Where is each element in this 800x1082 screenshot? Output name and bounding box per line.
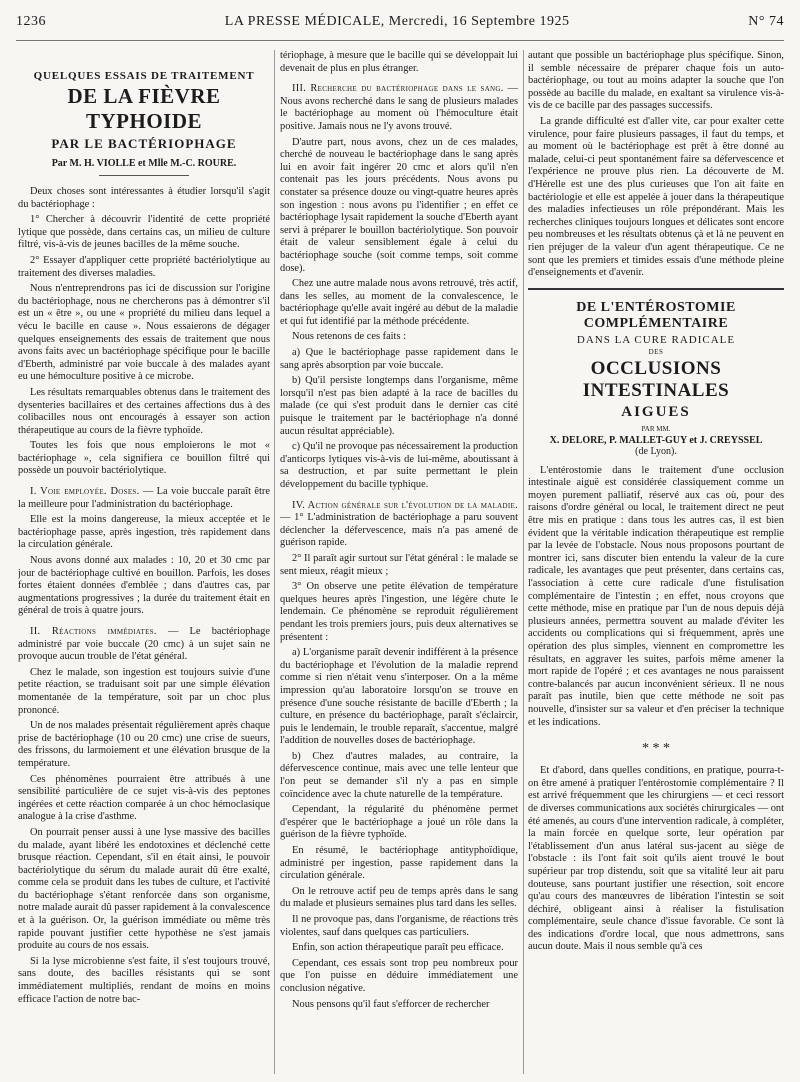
paragraph: 2° Essayer d'appliquer cette propriété bactériolytique au traitement des diverses maladies. xyxy=(18,254,270,279)
paragraph: Et d'abord, dans quelles conditions, en pratique, pourra-t-on être amené à pratiquer l'entérostomie complémentaire ? Il est arrivé fréquemment que les chirurgiens — et ceci ressort de diverses communications aux sociétés chirurgicales — ont été amenés, au cours d'une intervention radicale, à compléter, la main forcée en quelque sorte, leur opération par l'établissement d'un anus latéral sus-jacent au siège de l'obstacle : ils l'ont fait soit qu'ils aient trouvé le bout supérieur par trop distendu, soit que sa vitalité leur ait paru douteuse, sans pourtant justifier une résection, soit encore qu'au cours des manœuvres de libération l'intestin se soit déchiré, obligeant ainsi à réaliser la fistulisation complémentaire, seule chance d'issue favorable. Ce sont là des indications d'ordre local, que nous admettrons, sans aucun doute. Mais il nous semble qu'à ces xyxy=(528,765,784,953)
paragraph: Elle est la moins dangereuse, la mieux acceptée et le bactériophage passe, après ingestion, très rapidement dans la circulation générale. xyxy=(18,514,270,551)
paragraph: a) L'organisme paraît devenir indifférent à la présence du bactériophage et l'évolution de la maladie reprend comme si rien n'était venu s'interposer. On a la même impression qu'au laboratoire lorsqu'on se trouve en présence d'une souche résistante de bacille d'Eberth ; la culture, en présence du bactériophage, paraît s'éclaircir, puis le lendemain, le trouble reparaît, s'accentue, malgré l'addition de nouvelles doses de bactériophage. xyxy=(280,647,518,747)
article1-title-line1: QUELQUES ESSAIS DE TRAITEMENT xyxy=(33,70,255,82)
paragraph: b) Chez d'autres malades, au contraire, la défervescence continue, mais avec une telle lenteur que l'on peut se demander s'il n'y a pas en simple coïncidence avec la chute naturelle de la température. xyxy=(280,750,518,800)
section-4 xyxy=(280,500,518,550)
paragraph: On pourrait penser aussi à une lyse massive des bacilles du malade, ayant libéré les endotoxines et déclenché cette brusque réaction. Cependant, s'il en était ainsi, le pouvoir bactériolytique du sérum du malade aurait dû être exalté, comme cela se produit dans les tubes de culture, et l'activité du bactériophage s'étant renforcée dans son organisme, notre malade aurait dû passer rapidement à la convalescence et à la guérison. Or, la guérison immédiate ou même très rapide pouvant justifier cette hypothèse ne s'est jamais produite au cours de nos essais. xyxy=(18,826,270,952)
section-text: — Nous avons recherché dans le sang de plusieurs malades le bactériophage au moment où l'hémoculture était positive. Jamais nous ne l'y avons trouvé. xyxy=(280,83,518,132)
section-2 xyxy=(18,626,270,664)
paragraph: b) Qu'il persiste longtemps dans l'organisme, même lorsqu'il n'est pas bien adapté à la race de bacilles du malade (ce qui s'est produit dans le dernier cas cité puisque le traitement par le bactériophage n'a donné aucun résultat appréciable). xyxy=(280,375,518,437)
paragraph: Nous retenons de ces faits : xyxy=(292,331,406,343)
paragraph: Chez le malade, son ingestion est toujours suivie d'une petite réaction, se traduisant soit par une simple élévation momentanée de la température, soit par un choc plus prononcé. xyxy=(18,666,270,716)
title-rule xyxy=(99,175,189,176)
paragraph: tériophage, à mesure que le bacille qui se développait lui devenait de plus en plus étranger. xyxy=(280,50,518,74)
column-1 xyxy=(18,50,270,1074)
page-number: 1236 xyxy=(16,14,46,29)
article1-title-line3: PAR LE BACTÉRIOPHAGE xyxy=(51,136,237,151)
section-1 xyxy=(18,486,270,511)
paragraph: On le retrouve actif peu de temps après dans le sang du malade et plusieurs semaines plus tard dans les selles. xyxy=(280,885,518,910)
paragraph: Toutes les fois que nous emploierons le mot « bactériophage », cela signifiera ce bouillon filtré qui possède un pouvoir bactériolytique. xyxy=(18,440,270,477)
section-heading: I. Voie employée. Doses. xyxy=(30,486,140,498)
paragraph: Il ne provoque pas, dans l'organisme, de réactions très violentes, sauf dans quelques cas particuliers. xyxy=(280,914,518,938)
paragraph: Ces phénomènes pourraient être attribués à une sensibilité particulière de ce sujet vis-à-vis des peptones ingérées et cette réaction comparée à un choc hémoclasique analogue à la crise d'asthme. xyxy=(18,773,270,823)
section-3 xyxy=(280,83,518,133)
article2-place: (de Lyon). xyxy=(635,445,677,457)
article2-title-line5: AIGUES xyxy=(621,403,691,420)
paragraph: Deux choses sont intéressantes à étudier lorsqu'il s'agit du bactériophage : xyxy=(18,186,270,210)
article2-title-line2: DANS LA CURE RADICALE xyxy=(576,333,736,346)
article1-authors: Par M. H. VIOLLE et Mlle M.-C. ROURE. xyxy=(51,158,237,169)
section-text: — 1° L'administration de bactériophage a paru souvent déclencher la défervescence, mais n'a pas amené de guérison rapide. xyxy=(280,512,518,549)
page-header xyxy=(16,14,784,41)
section-stars: * * * xyxy=(642,741,670,757)
paragraph: Les résultats remarquables obtenus dans le traitement des dysenteries bacillaires et des certaines affections dus à des colibacilles nous ont encouragés à essayer son action thérapeutique au cours de la fièvre typhoïde. xyxy=(18,386,270,436)
column-2 xyxy=(280,50,518,1074)
paragraph: c) Qu'il ne provoque pas nécessairement la production d'anticorps lytiques vis-à-vis de lui-même, aboutissant à sa destruction, et par suite permettant le plein développement du bacille typhique. xyxy=(280,441,518,490)
paragraph: Cependant, ces essais sont trop peu nombreux pour que l'on puisse en déduire immédiatement une conclusion négative. xyxy=(280,957,518,994)
issue-number: N° 74 xyxy=(748,14,784,29)
column-divider xyxy=(523,50,524,1074)
article1-title-line2: DE LA FIÈVRE TYPHOIDE xyxy=(67,84,221,133)
journal-title: LA PRESSE MÉDICALE, Mercredi, 16 Septembre 1925 xyxy=(224,14,570,29)
section-text: — Le bactériophage administré par voie buccale (20 cmc) à un sujet sain ne provoque aucun trouble de l'état général. xyxy=(18,626,270,663)
column-3 xyxy=(528,50,784,1074)
article1-col1-body xyxy=(18,186,270,1006)
columns xyxy=(12,50,788,1074)
paragraph: D'autre part, nous avons, chez un de ces malades, cherché de nouveau le bactériophage dans le sang après lui en avoir fait ingérer 20 cmc et alors qu'il n'en contenait pas les jours précédents. Nous avons pu constater sa présence douze ou vingt-quatre heures après son ingestion : nous avons pu l'identifier ; en effet ce bactériophage lysait rapidement la souche d'Eberth ayant servi à préparer le bouillon bactériolytique. Son pouvoir était de valeur sensiblement égale à celui du bactériophage souche (soit comme temps, soit comme dose). xyxy=(280,136,518,274)
paragraph: Nous pensons qu'il faut s'efforcer de rechercher xyxy=(292,998,490,1010)
paragraph: 2° Il paraît agir surtout sur l'état général : le malade se sent mieux, réagit mieux ; xyxy=(280,552,518,577)
article2-par: PAR MM. xyxy=(641,424,671,433)
paragraph: a) Que le bactériophage passe rapidement dans le sang après absorption par voie buccale. xyxy=(280,347,518,371)
paragraph: 3° On observe une petite élévation de température quelques heures après l'ingestion, une légère chute le lendemain. Ce phénomène se reproduit régulièrement pendant les trois premiers jours, puis deux alternatives se présentent : xyxy=(280,581,518,643)
paragraph: En résumé, le bactériophage antityphoïdique, administré per ingestion, passe rapidement dans la circulation générale. xyxy=(280,845,518,882)
article-separator xyxy=(528,288,784,290)
article2-title-line4: OCCLUSIONS INTESTINALES xyxy=(582,357,730,401)
paragraph: L'entérostomie dans le traitement d'une occlusion intestinale aiguë est considérée classiquement comme un moyen purement palliatif, réservé aux cas où, pour des raisons d'ordre général ou local, le traitement direct ne peut être mis en pratique : dans tous les autres cas, il est bien évident que la véritable indication thérapeutique est remplie par la levée de l'obstacle. Nous nous proposons pourtant de montrer ici, sans discuter bien entendu la valeur de la cure radicale, les avantages que peut présenter, dans certains cas, l'association à cette cure radicale d'une fistulisation complémentaire de l'intestin ; en effet, nous croyons que cette méthode, mise en pratique par l'un de nous depuis déjà plusieurs années, permettra souvent au malade d'éviter les accidents ou complications qui si fréquemment, après une opération des plus simples, viennent en compromettre les résultats, en aggraver les suites, parfois même amener la mort rapide de l'opéré ; et ces avantages ne nous paraissent contre-balancés par aucun inconvénient sérieux. Il ne nous paraît pas inutile, bien que cette méthode ne soit pas nouvelle, d'insister sur sa valeur et d'en préciser la technique et les indications. xyxy=(528,464,784,728)
section-heading: II. Réactions immédiates. xyxy=(30,626,157,637)
paragraph: Un de nos malades présentait régulièrement après chaque prise de bactériophage (10 ou 20 cmc) une crise de sueurs, des frissons, du larmoiement et une élévation brusque de la température. xyxy=(18,720,270,769)
paragraph: autant que possible un bactériophage plus spécifique. Sinon, il semble nécessaire de préparer chaque fois un auto-bactériophage, ou tout au moins adapter la souche que l'on possède au bacille du malade, en exaltant sa virulence vis-à-vis de ce bacille par des passages successifs. xyxy=(528,50,784,112)
paragraph: La grande difficulté est d'aller vite, car pour exalter cette virulence, pour faire plusieurs passages, il faut du temps, et au moment où le bactériophage est prêt à être donné au malade, celui-ci peut spontanément faire sa défervescence et l'expérience ne prouve plus rien. La découverte de M. d'Hérelle est une des plus curieuses que l'on ait faite en bactériologie et elle est appelée à jouer dans la thérapeutique des maladies infectieuses un rôle prépondérant. Mais les recherches cliniques toujours longues et délicates sont encore peu nombreuses et les résultats obtenus çà et là ne peuvent en rien préjuger de la valeur d'un agent thérapeutique. Ce ne sont que les premiers et timides essais d'une méthode pleine d'enseignements et d'avenir. xyxy=(528,115,784,279)
paragraph: Nous avons donné aux malades : 10, 20 et 30 cmc par jour de bactériophage cultivé en bouillon. Parfois, les doses fortes étaient données d'emblée ; dans d'autres cas, par augmentations progressives ; la durée du traitement était en général de trois à quatre jours. xyxy=(18,555,270,617)
article2-title-line1: DE L'ENTÉROSTOMIE COMPLÉMENTAIRE xyxy=(576,299,736,331)
column-divider xyxy=(274,50,275,1074)
paragraph: Cependant, la régularité du phénomène permet d'espérer que le bactériophage a joué un rôle dans la guérison de la fièvre typhoïde. xyxy=(280,804,518,841)
paragraph: Nous n'entreprendrons pas ici de discussion sur l'origine du bactériophage, nous ne chercherons pas à démontrer s'il est un « être », ou une « propriété du milieu dans lequel a vécu le bacille en cause ». Nous essaierons de dégager quelques enseignements des essais de traitement que nous avons faits avec un bactériophage spécifique pour le bacille d'Eberth, administré par voie buccale à des malades ayant eu une hémoculture positive à ce microbe. xyxy=(18,283,270,383)
article2-authors: X. DELORE, P. MALLET-GUY et J. CREYSSEL xyxy=(549,434,763,446)
paragraph: Si la lyse microbienne s'est faite, il s'est toujours trouvé, sans doute, des bacilles résistants qui se sont immédiatement multipliés, rendant de moins en moins efficace l'action de notre bac- xyxy=(18,955,270,1005)
section-text: — La voie buccale paraît être la meilleure pour l'administration du bactériophage. xyxy=(18,486,270,510)
paragraph: Chez une autre malade nous avons retrouvé, très actif, dans les selles, au moment de la convalescence, le bactériophage qu'elle avait ingéré au début de la maladie et qui fut identifié par la méthode précédente. xyxy=(280,278,518,327)
paragraph: 1° Chercher à découvrir l'identité de cette propriété lytique que possède, dans certains cas, un milieu de culture filtré, vis-à-vis de jeunes bacilles de la même souche. xyxy=(18,214,270,251)
section-heading: III. Recherche du bactériophage dans le sang. xyxy=(292,83,504,95)
section-heading: IV. Action générale sur l'évolution de la maladie. xyxy=(292,499,518,511)
paragraph: Enfin, son action thérapeutique paraît peu efficace. xyxy=(292,942,504,954)
article2-title-line3: DES xyxy=(648,347,664,356)
